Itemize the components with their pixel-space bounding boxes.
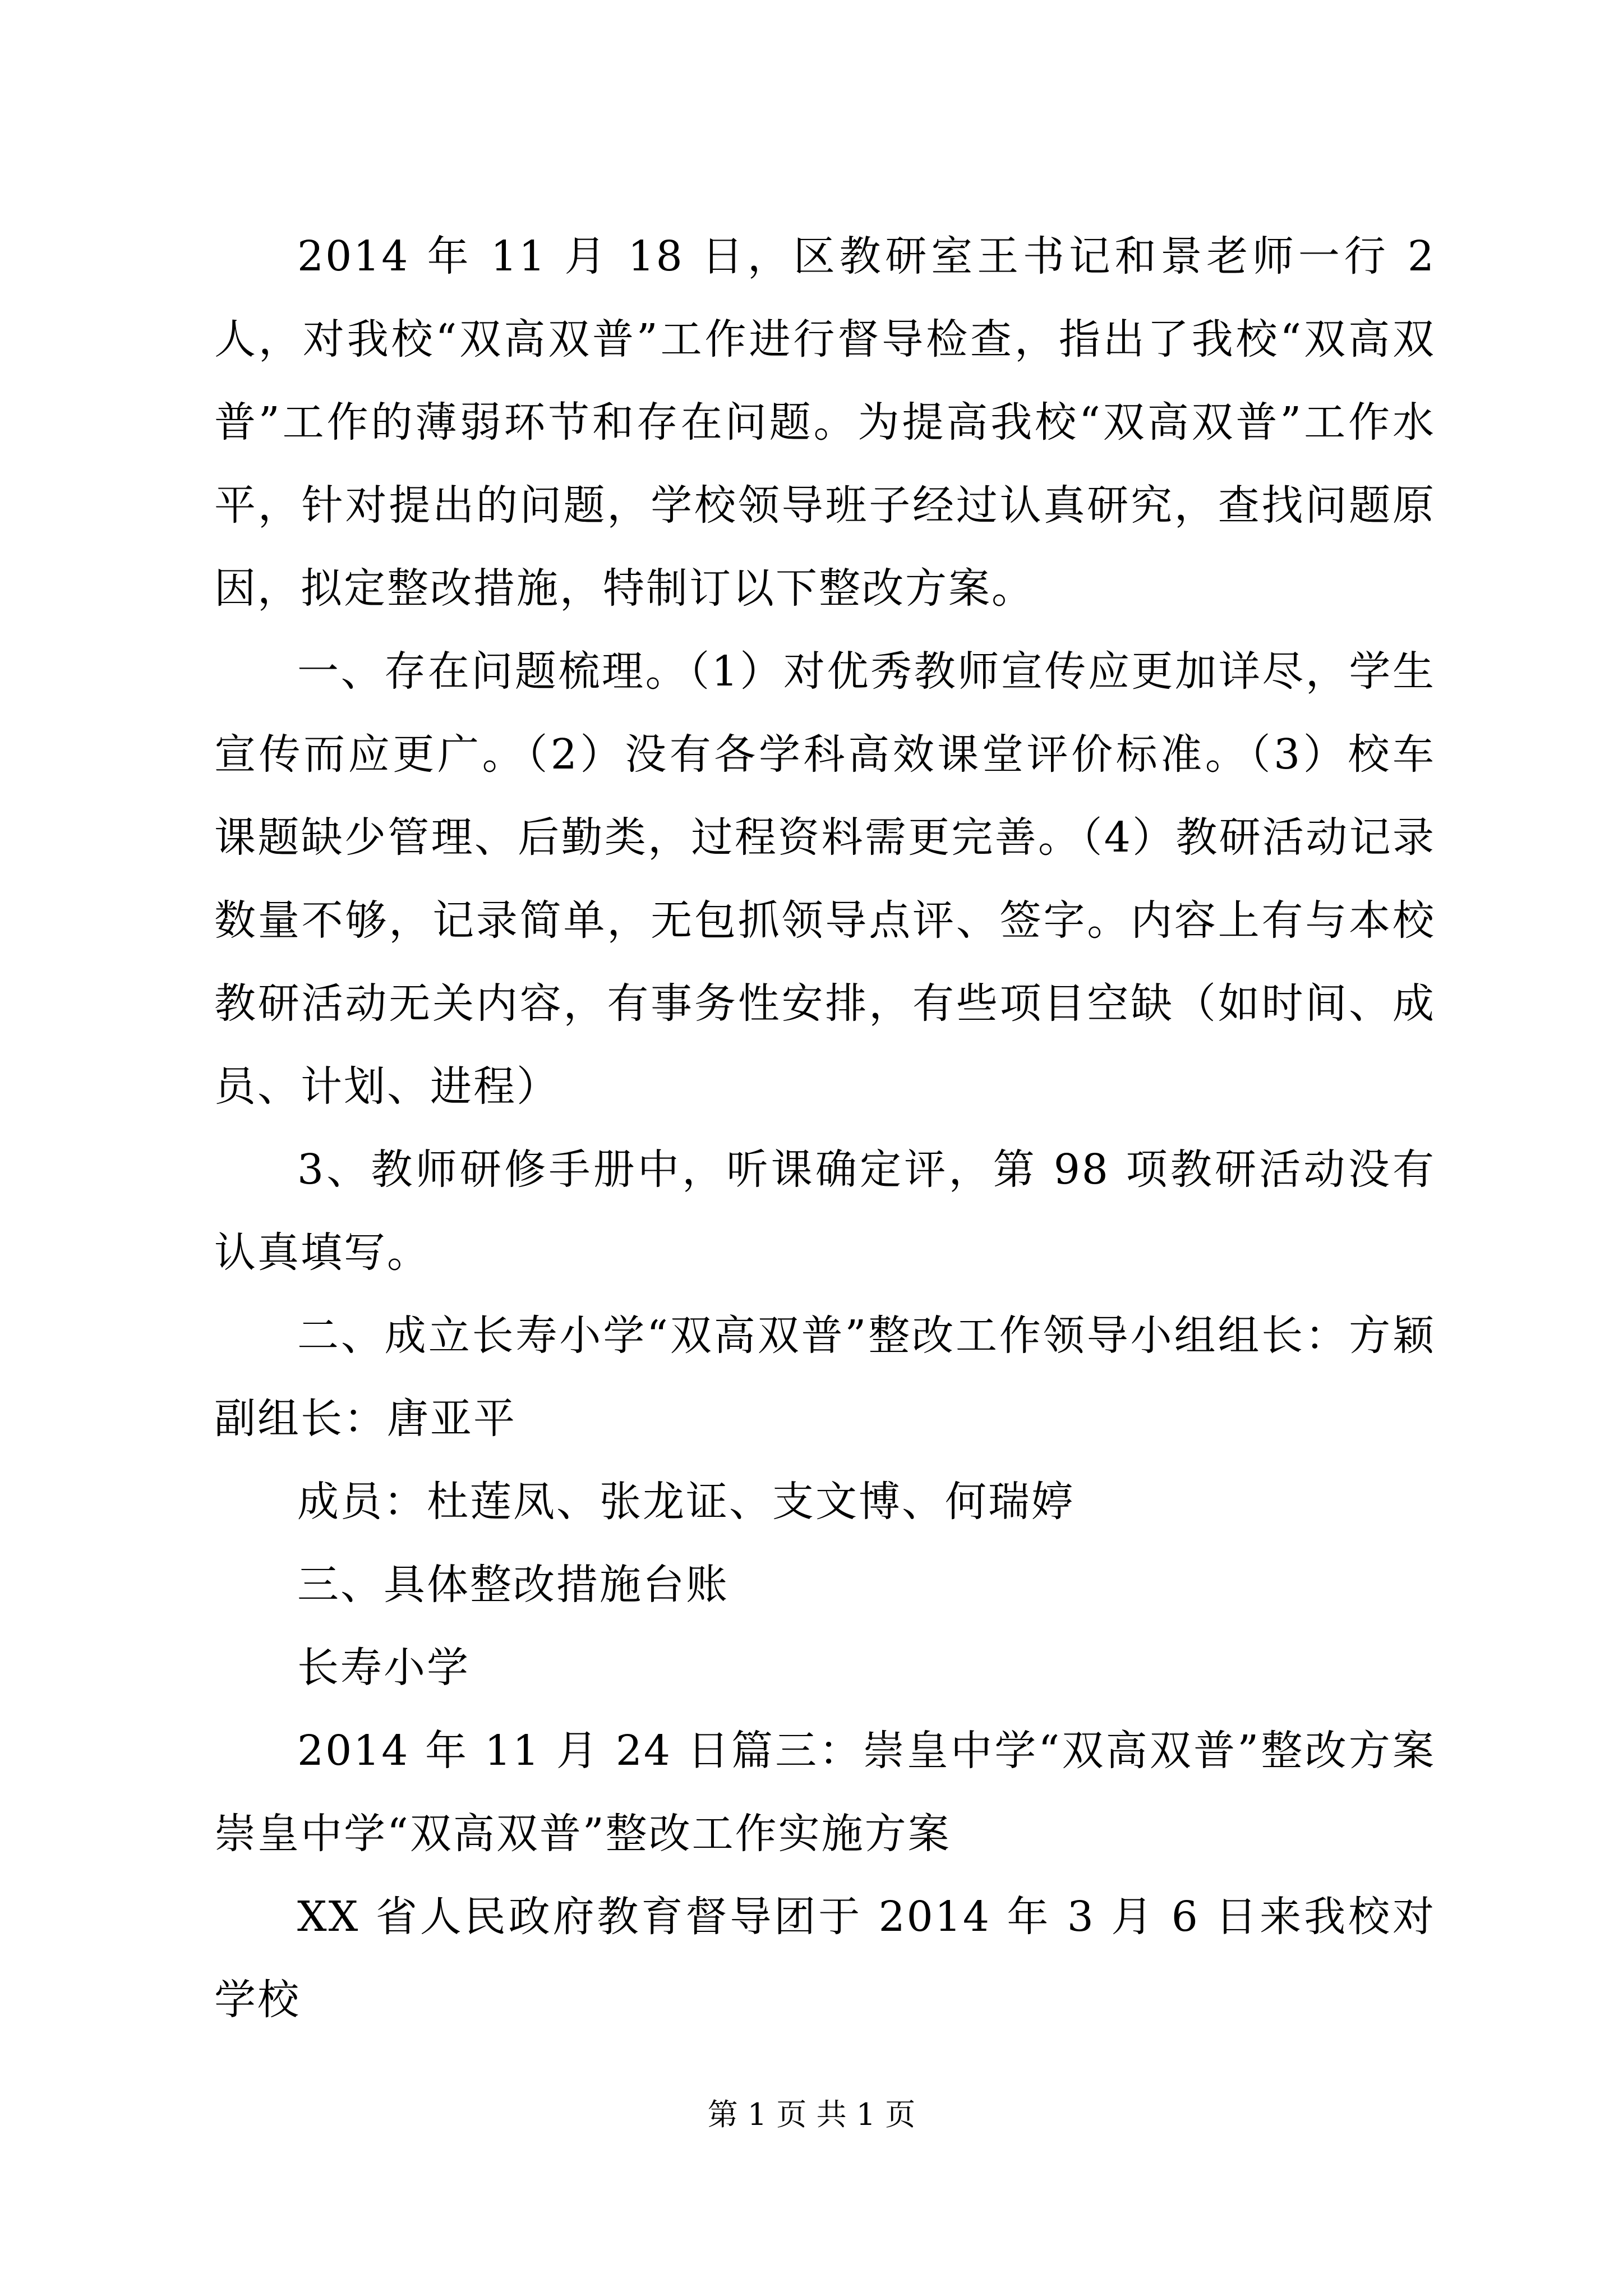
- document-body: [214, 215, 1436, 2041]
- paragraph-intro: 2014 年 11 月 18 日，区教研室王书记和景老师一行 2 人，对我校“双高双普”工作进行督导检查，指出了我校“双高双普”工作的薄弱环节和存在问题。为提高我校“双高双普”工作水平，针对提出的问题，学校领导班子经过认真研究，查找问题原因，拟定整改措施，特制订以下整改方案。: [214, 232, 1436, 613]
- paragraph-members: 成员：杜莲凤、张龙证、支文博、何瑞婷: [297, 1478, 1075, 1526]
- paragraph-item-3: 3、教师研修手册中，听课确定评，第 98 项教研活动没有认真填写。: [214, 1145, 1436, 1277]
- paragraph-measures-heading: 三、具体整改措施台账: [297, 1561, 729, 1609]
- paragraph-problems: 一、存在问题梳理。（1）对优秀教师宣传应更加详尽，学生宣传而应更广。（2）没有各学科高效课堂评价标准。（3）校车课题缺少管理、后勤类，过程资料需更完善。（4）教研活动记录数量不够，记录简单，无包抓领导点评、签字。内容上有与本校教研活动无关内容，有事务性安排，有些项目空缺（如时间、成员、计划、进程）: [214, 647, 1436, 1111]
- paragraph-date-and-title: 2014 年 11 月 24 日篇三：崇皇中学“双高双普”整改方案崇皇中学“双高双普”整改工作实施方案: [214, 1727, 1436, 1858]
- paragraph-provincial-inspection: XX 省人民政府教育督导团于 2014 年 3 月 6 日来我校对学校: [214, 1893, 1436, 2024]
- paragraph-school-name: 长寿小学: [297, 1644, 470, 1692]
- paragraph-leadership-group: 二、成立长寿小学“双高双普”整改工作领导小组组长：方颖副组长：唐亚平: [214, 1312, 1436, 1443]
- page-footer: 第 1 页 共 1 页: [707, 2097, 916, 2132]
